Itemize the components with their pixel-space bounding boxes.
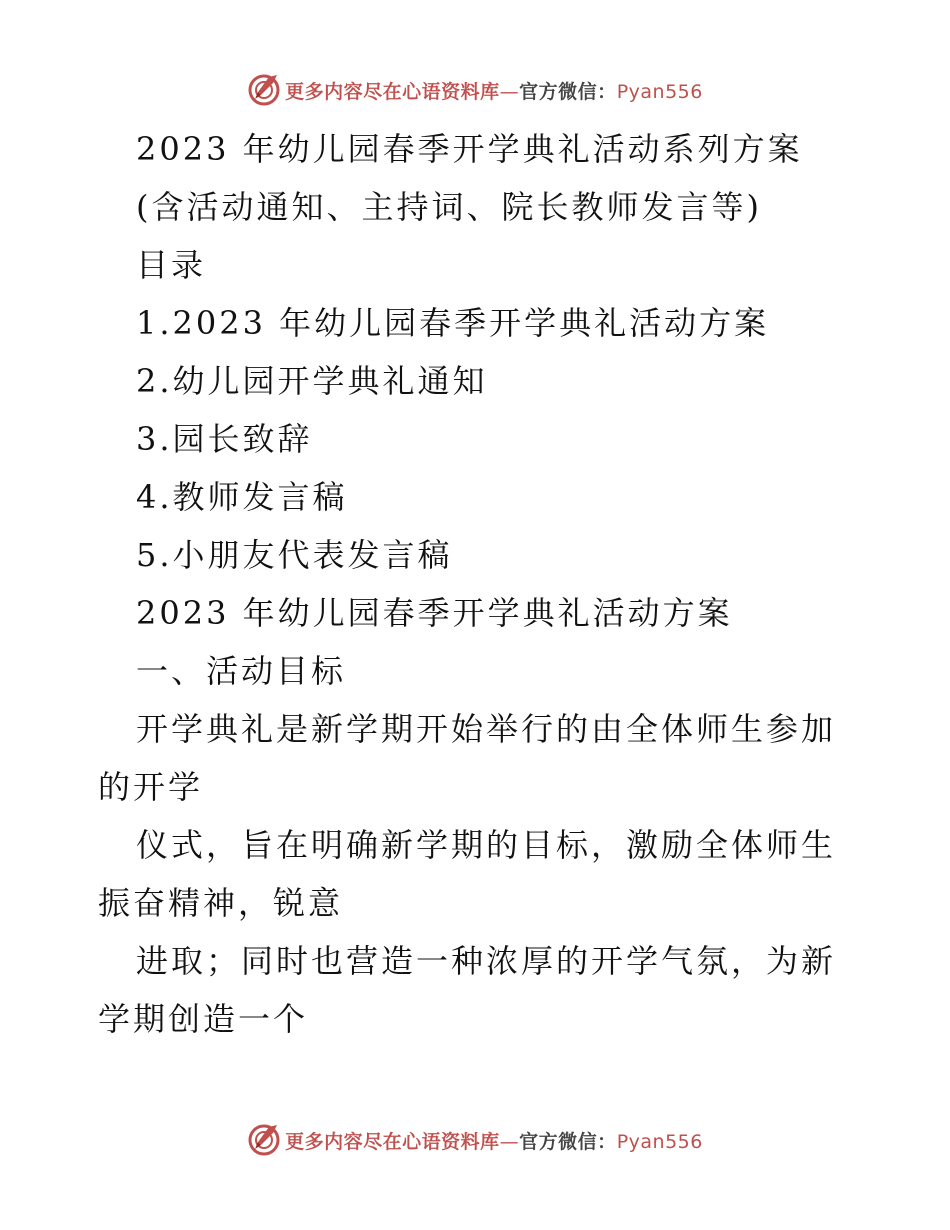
watermark-wechat-id: Pyan556 <box>616 80 703 103</box>
toc-heading: 目录 <box>136 246 207 284</box>
quill-logo-icon <box>247 73 281 107</box>
watermark-official-label: 官方微信： <box>519 1130 617 1153</box>
body-paragraph: 仪式，旨在明确新学期的目标，激励全体师生振奋精神，锐意 <box>98 826 837 922</box>
watermark-brand: 更多内容尽在心语资料库 <box>285 1130 500 1153</box>
watermark-text <box>285 1127 703 1154</box>
watermark-dash: — <box>499 1130 520 1153</box>
footer-watermark <box>0 1120 950 1160</box>
document-body <box>98 120 858 1048</box>
toc-item: 1.2023 年幼儿园春季开学典礼活动方案 <box>136 304 770 342</box>
watermark-official-label: 官方微信： <box>519 80 617 103</box>
section1-heading: 一、活动目标 <box>136 652 347 690</box>
body-paragraph: 开学典礼是新学期开始举行的由全体师生参加的开学 <box>98 710 837 806</box>
document-title-line2: (含活动通知、主持词、院长教师发言等) <box>136 188 762 226</box>
watermark-dash: — <box>499 80 520 103</box>
toc-item: 4.教师发言稿 <box>136 478 348 516</box>
watermark-text <box>285 77 703 104</box>
toc-item: 3.园长致辞 <box>136 420 313 458</box>
section-title: 2023 年幼儿园春季开学典礼活动方案 <box>136 594 733 632</box>
quill-logo-icon <box>247 1123 281 1157</box>
toc-item: 2.幼儿园开学典礼通知 <box>136 362 488 400</box>
watermark-wechat-id: Pyan556 <box>616 1130 703 1153</box>
header-watermark <box>0 70 950 110</box>
toc-item: 5.小朋友代表发言稿 <box>136 536 453 574</box>
watermark-brand: 更多内容尽在心语资料库 <box>285 80 500 103</box>
body-paragraph: 进取；同时也营造一种浓厚的开学气氛，为新学期创造一个 <box>98 942 837 1038</box>
document-title-line1: 2023 年幼儿园春季开学典礼活动系列方案 <box>136 130 803 168</box>
